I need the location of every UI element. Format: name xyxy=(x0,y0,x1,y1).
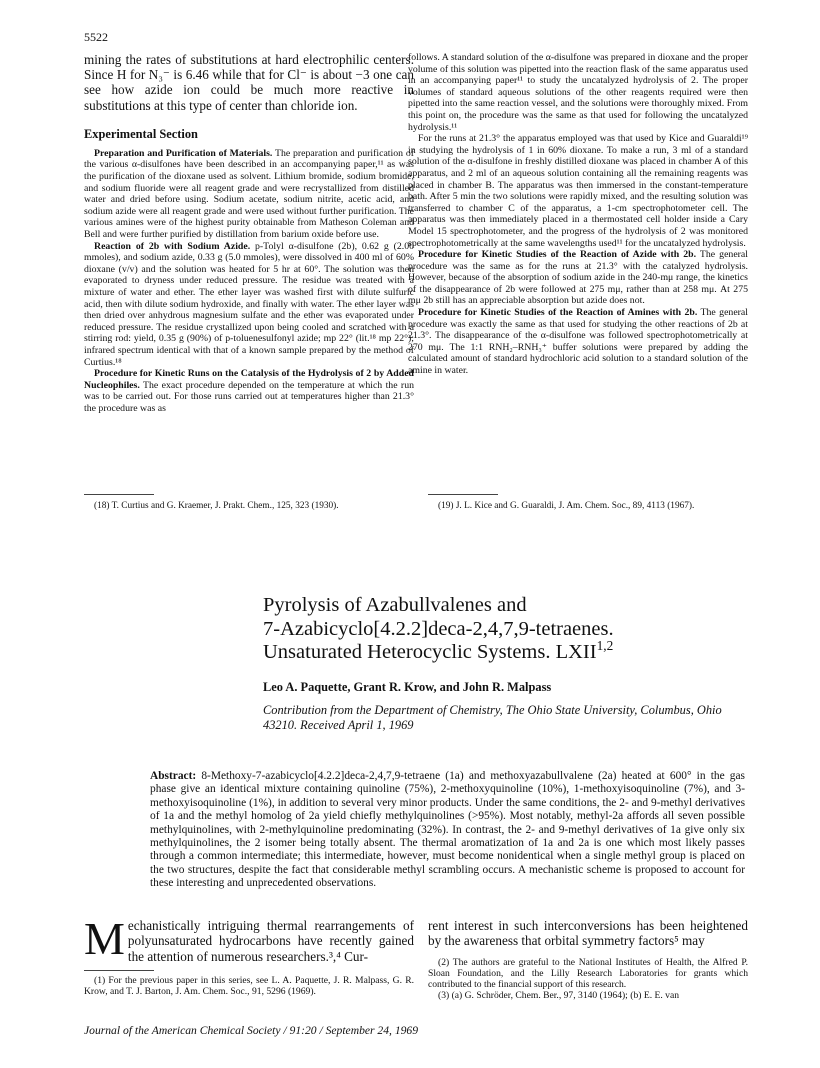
intro-paragraph: mining the rates of substitutions at hard electrophilic centers. Since H for N₃⁻ is 6.46 while that for Cl⁻ is about −3 one can see how azide ion could be much more reactive in substitutions at this type of center than chloride ion. xyxy=(84,52,414,113)
journal-footer: Journal of the American Chemical Society / 91:20 / September 24, 1969 xyxy=(84,1024,419,1037)
paragraph-text: The exact procedure depended on the temperature at which the run was to be carried out. For those runs carried out at temperatures higher than 21.3° the procedure was as xyxy=(84,379,414,414)
run-in-heading: Procedure for Kinetic Studies of the Reaction of Amines with 2b. xyxy=(418,307,698,319)
paragraph-preparation xyxy=(84,148,414,241)
title-line-3 xyxy=(263,638,743,665)
page-number: 5522 xyxy=(84,30,108,44)
run-in-heading: Procedure for Kinetic Studies of the Reaction of Azide with 2b. xyxy=(418,249,697,261)
drop-cap: M xyxy=(84,913,125,964)
paragraph-runs-21: For the runs at 21.3° the apparatus employed was that used by Kice and Guaraldi¹⁹ in studying the hydrolysis of 1 in 60% dioxane. To make a run, 3 ml of a standard solution of the α-disulfone in freshly distilled dioxane was placed in chamber A of this apparatus, and 2 ml of an aqueous solution containing all the remaining reagents was placed in chamber B. The apparatus was then immersed in the constant-temperature bath. After 5 min the two solutions were rapidly mixed, and the resulting solution was transferred to chamber C of the apparatus, a 1-cm spectrophotometer cell. The apparatus was then immediately placed in a thermostated cell holder inside a Cary Model 15 spectrophotometer, and the progress of the hydrolysis of 2 was monitored spectrophotometrically at the same wavelengths used¹¹ for the uncatalyzed hydrolysis. xyxy=(408,133,748,249)
run-in-heading: Procedure for Kinetic Runs on the Catalysis of the Hydrolysis of 2 by Added Nucleophiles. xyxy=(84,368,414,391)
title-line-2: 7-Azabicyclo[4.2.2]deca-2,4,7,9-tetraenes. xyxy=(263,617,614,640)
footnote-rule xyxy=(84,970,154,971)
affiliation: Contribution from the Department of Chemistry, The Ohio State University, Columbus, Ohio 43210. Received April 1, 1969 xyxy=(263,702,722,732)
paragraph-continued: follows. A standard solution of the α-disulfone was prepared in dioxane and the proper volume of this solution was pipetted into the reaction flask of the same apparatus used in an accompanying paper¹¹ to study the uncatalyzed hydrolysis of 2. The proper volumes of standard aqueous solutions of the other reagents required were then pipetted into the same reaction vessel, and the solutions were thoroughly mixed. From this point on, the procedure was the same as that used for following the uncatalyzed hydrolysis.¹¹ xyxy=(408,52,748,133)
footnote-2: (2) The authors are grateful to the National Institutes of Health, the Alfred P. Sloan Foundation, and the Lilly Research Laboratories for grants which contributed to the financial support of this research. xyxy=(428,956,748,991)
footnote-18: (18) T. Curtius and G. Kraemer, J. Prakt. Chem., 125, 323 (1930). xyxy=(94,501,339,511)
opening-text: echanistically intriguing thermal rearrangements of polyunsaturated hydrocarbons have recently gained the attention of numerous researchers.³,⁴ Cur- xyxy=(127,918,414,964)
paragraph-amine-kinetics xyxy=(408,307,748,377)
paragraph-text: The preparation and purification of the various α-disulfones have been described in an accompanying paper,¹¹ as was the purification of the dioxane used as solvent. Lithium bromide, sodium bromide, and sodium fluoride were all reagent grade and were recrystallized from distilled water and dried before using. Sodium acetate, sodium nitrite, acetic acid, and sodium azide were all reagent grade and were used without further purification. The various amines were of the highest purity obtainable from Matheson Coleman and Bell and were further purified by distillation from barium oxide before use. xyxy=(84,147,414,240)
footnote-3: (3) (a) G. Schröder, Chem. Ber., 97, 3140 (1964); (b) E. E. van xyxy=(438,990,680,1002)
paragraph-azide-reaction xyxy=(84,241,414,369)
paragraph-kinetic-runs xyxy=(84,368,414,414)
article-header xyxy=(263,594,743,733)
footnote-1: (1) For the previous paper in this series, see L. A. Paquette, J. R. Malpass, G. R. Krow, and T. J. Barton, J. Am. Chem. Soc., 91, 5296 (1969). xyxy=(84,975,414,998)
title-text: Unsaturated Heterocyclic Systems. LXII xyxy=(263,641,597,663)
footnote-rule-right xyxy=(428,494,498,495)
opening-paragraph xyxy=(84,913,414,964)
body-left-column xyxy=(84,913,414,998)
title-superscript: 1,2 xyxy=(596,638,614,654)
abstract xyxy=(150,770,745,891)
right-column xyxy=(408,52,748,377)
footnote-19: (19) J. L. Kice and G. Guaraldi, J. Am. Chem. Soc., 89, 4113 (1967). xyxy=(438,501,695,511)
paragraph-azide-kinetics xyxy=(408,249,748,307)
footnote-rule-left xyxy=(84,494,154,495)
authors: Leo A. Paquette, Grant R. Krow, and John R. Malpass xyxy=(263,679,552,694)
section-heading: Experimental Section xyxy=(84,126,198,141)
run-in-heading: Reaction of 2b with Sodium Azide. xyxy=(94,240,251,252)
run-in-heading: Preparation and Purification of Materials. xyxy=(94,147,273,159)
paragraph-text: The general procedure was exactly the same as that used for studying the other reactions of 2b at 21.3°. The disappearance of the α-disulfone was followed spectrophotometrically at 270 mμ. The 1:1 RNH₂–RNH₃⁺ buffer solutions were prepared by adding the calculated amount of standard hydrochloric acid solution to a standard solution of the amine in water. xyxy=(408,307,749,377)
paragraph-text: p-Tolyl α-disulfone (2b), 0.62 g (2.00 mmoles), and sodium azide, 0.33 g (5.0 mmoles), were dissolved in 400 ml of 60% dioxane (v/v) and the solution was heated for 5 hr at 60°. The solution was then evaporated to dryness under reduced pressure. The residue was treated with a mixture of water and ether. The ether layer was washed first with dilute sulfuric acid, then with dilute sodium hydroxide, and finally with water. The ether layer was then dried over anhydrous magnesium sulfate and the ether was evaporated under reduced pressure. The residue crystallized upon being cooled and scratched with a stirring rod: yield, 0.35 g (90%) of p-toluenesulfonyl azide; mp 22° (lit.¹⁸ mp 22°); infrared spectrum identical with that of a known sample prepared by the method of Curtius.¹⁸ xyxy=(84,240,414,368)
paragraph-text: The general procedure was the same as for the runs at 21.3° with the catalyzed hydrolysis. However, because of the absorption of sodium azide in the 240-mμ range, the kinetics of the disappearance of 2b were followed at 275 mμ, rather than at 258 mμ. At 275 mμ 2b still has an appreciable absorption but azide does not. xyxy=(408,249,749,307)
body-right-column xyxy=(428,918,748,1002)
title-line-1: Pyrolysis of Azabullvalenes and xyxy=(263,594,527,616)
left-column xyxy=(84,52,414,414)
abstract-text: 8-Methoxy-7-azabicyclo[4.2.2]deca-2,4,7,9-tetraene (1a) and methoxyazabullvalene (2a) heated at 600° in the gas phase give an identical mixture containing quinoline (75%), 2-methoxyquinoline (10%), 1-methoxyisoquinoline (7%), and 3-methoxyisoquinoline (1%), in addition to several very minor products. Under the same conditions, the 2- and 9-methyl derivatives of 1a and the methyl homolog of 2a yield chiefly methylquinolines (>95%). Most notably, methyl-2a affords all seven possible methylquinolines, with 2-methylquinoline predominating (32%). In contrast, the 2- and 9-methyl derivatives of 1a give only six methylquinolines, the 2 isomer being totally absent. The thermal aromatization of 1a and 2a is one which most likely passes through a common intermediate; this intermediate, however, must become nonidentical when a single methyl group is placed on the two structures, despite the fact that considerable methyl scrambling occurs. A mechanistic scheme is proposed to account for these interesting and unprecedented observations. xyxy=(150,770,745,890)
abstract-label: Abstract: xyxy=(150,770,197,782)
continued-paragraph: rent interest in such interconversions has been heightened by the awareness that orbital symmetry factors⁵ may xyxy=(428,918,748,949)
